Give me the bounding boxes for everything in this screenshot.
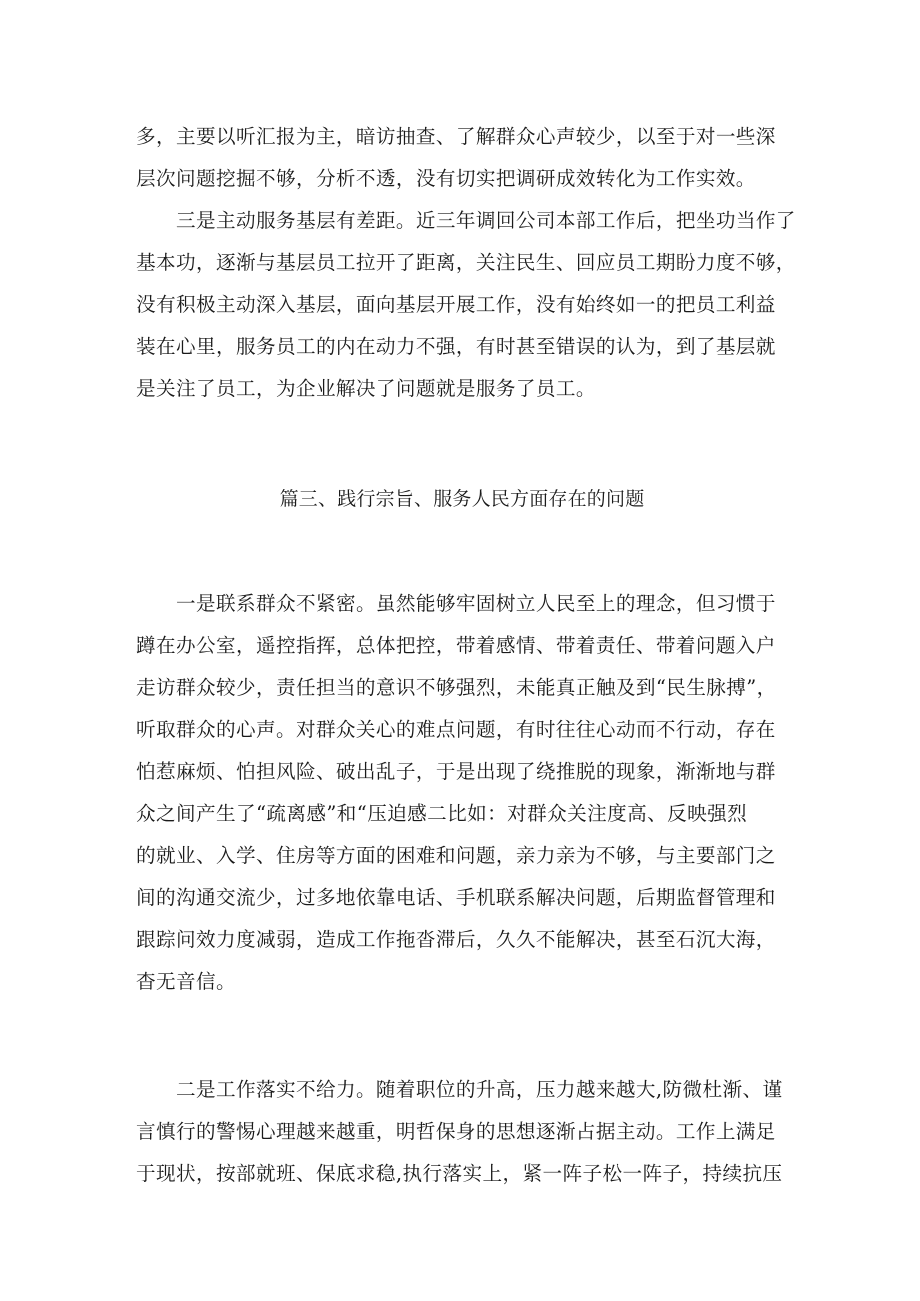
- text-line: 于现状，按部就班、保底求稳,执行落实上，紧一阵子松一阵子，持续抗压: [136, 1162, 783, 1185]
- paragraph-service-gap: [136, 200, 796, 410]
- section-heading: 篇三、践行宗旨、服务人民方面存在的问题: [279, 488, 645, 510]
- text-line: 一是联系群众不紧密。虽然能够牢固树立人民至上的理念，但习惯于: [176, 592, 776, 615]
- text-line: 的就业、入学、住房等方面的困难和问题，亲力亲为不够，与主要部门之: [136, 844, 776, 867]
- text-line: 基本功，逐渐与基层员工拉开了距离，关注民生、回应员工期盼力度不够，: [136, 251, 796, 274]
- paragraph-fragment: [136, 116, 788, 200]
- document-page: [136, 116, 796, 1195]
- text-line: 层次问题挖掘不够，分析不透，没有切实把调研成效转化为工作实效。: [136, 167, 756, 190]
- paragraph-contact-masses: [136, 583, 788, 1003]
- text-line: 是关注了员工，为企业解决了问题就是服务了员工。: [136, 377, 596, 400]
- text-line: 没有积极主动深入基层，面向基层开展工作，没有始终如一的把员工利益: [136, 293, 776, 316]
- text-line: 多，主要以听汇报为主，暗访抽查、了解群众心声较少，以至于对一些深: [136, 125, 776, 148]
- text-line: 走访群众较少，责任担当的意识不够强烈，未能真正触及到“民生脉搏”，: [136, 676, 777, 699]
- text-line: 怕惹麻烦、怕担风险、破出乱子，于是出现了绕推脱的现象，渐渐地与群: [136, 760, 776, 783]
- text-line: 听取群众的心声。对群众关心的难点问题，有时往往心动而不行动，存在: [136, 718, 776, 741]
- text-line: 蹲在办公室，遥控指挥，总体把控，带着感情、带着责任、带着问题入户: [136, 634, 776, 657]
- text-line: 言慎行的警惕心理越来越重，明哲保身的思想逐渐占据主动。工作上满足: [136, 1120, 776, 1143]
- paragraph-spacer: [136, 1003, 788, 1069]
- text-line: 二是工作落实不给力。随着职位的升高，压力越来越大,防微杜渐、谨: [176, 1078, 783, 1101]
- text-line: 装在心里，服务员工的内在动力不强，有时甚至错误的认为，到了基层就: [136, 335, 776, 358]
- text-line: 杳无音信。: [136, 970, 236, 993]
- text-line: 众之间产生了“疏离感”和“压迫感二比如：对群众关注度高、反映强烈: [136, 802, 748, 825]
- text-line: 三是主动服务基层有差距。近三年调回公司本部工作后，把坐功当作了: [176, 209, 796, 232]
- paragraph-implementation: [136, 1069, 788, 1195]
- text-line: 间的沟通交流少，过多地依靠电话、手机联系解决问题，后期监督管理和: [136, 886, 776, 909]
- text-line: 跟踪问效力度减弱，造成工作拖沓滞后，久久不能解决，甚至石沉大海，: [136, 928, 776, 951]
